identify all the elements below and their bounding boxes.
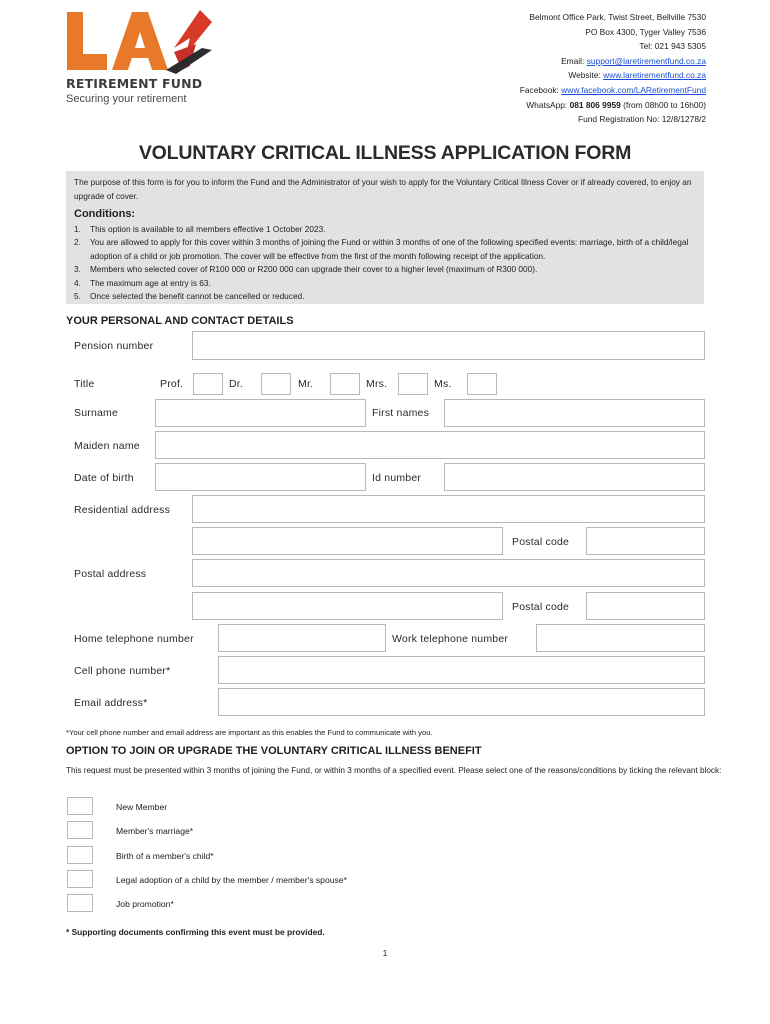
- website-link[interactable]: www.laretirementfund.co.za: [603, 70, 706, 81]
- conditions-heading: Conditions:: [74, 208, 136, 220]
- adoption-checkbox[interactable]: [67, 870, 93, 888]
- address-line-1: Belmont Office Park, Twist Street, Bellville 7530: [529, 12, 706, 22]
- intro-text: The purpose of this form is for you to inform the Fund and the Administrator of your wish to apply for the Voluntary Critical Illness Cover or if already covered, to enjoy an upgrade of cover.: [74, 177, 692, 201]
- title-dr-checkbox[interactable]: [261, 373, 291, 395]
- logo: [62, 8, 222, 108]
- title-ms-checkbox[interactable]: [467, 373, 497, 395]
- logo-tagline: Securing your retirement: [66, 93, 187, 105]
- work-telephone-label: Work telephone number: [392, 633, 509, 645]
- residential-address-field-2[interactable]: [192, 527, 503, 555]
- home-telephone-label: Home telephone number: [74, 633, 194, 645]
- pension-number-field[interactable]: [192, 331, 705, 360]
- whatsapp-hours: (from 08h00 to 16h00): [620, 99, 706, 110]
- website-label: Website:: [568, 70, 604, 81]
- birth-label: Birth of a member's child*: [116, 851, 214, 861]
- postal-address-field-1[interactable]: [192, 559, 705, 587]
- condition-text: The maximum age at entry is 63.: [90, 277, 211, 288]
- residential-address-field-1[interactable]: [192, 495, 705, 523]
- date-of-birth-label: Date of birth: [74, 472, 134, 484]
- condition-item: [74, 290, 704, 303]
- fund-registration: Fund Registration No: 12/8/1278/2: [577, 114, 706, 125]
- facebook-line: [520, 83, 706, 98]
- personal-details-heading: YOUR PERSONAL AND CONTACT DETAILS: [66, 315, 294, 327]
- supporting-documents-note: * Supporting documents confirming this event must be provided.: [66, 927, 325, 937]
- option-heading: OPTION TO JOIN OR UPGRADE THE VOLUNTARY CRITICAL ILLNESS BENEFIT: [66, 745, 482, 757]
- whatsapp-line: [520, 98, 706, 113]
- cell-phone-field[interactable]: [218, 656, 705, 684]
- condition-number: 4.: [74, 277, 81, 288]
- whatsapp-number: 081 806 9959: [569, 99, 621, 110]
- condition-number: 1.: [74, 224, 81, 234]
- email-label: Email:: [561, 55, 587, 66]
- job-promotion-label: Job promotion*: [116, 899, 174, 909]
- postal-address-label: Postal address: [74, 568, 147, 580]
- birth-checkbox[interactable]: [67, 846, 93, 864]
- job-promotion-checkbox[interactable]: [67, 894, 93, 912]
- id-number-label: Id number: [372, 472, 422, 484]
- first-names-field[interactable]: [444, 399, 705, 427]
- maiden-name-field[interactable]: [155, 431, 705, 459]
- condition-item: [74, 277, 704, 290]
- condition-text: Members who selected cover of R100 000 or R200 000 can upgrade their cover to a higher level (maximum of R300 000).: [90, 264, 538, 275]
- title-prof-checkbox[interactable]: [193, 373, 223, 395]
- id-number-field[interactable]: [444, 463, 705, 491]
- maiden-name-label: Maiden name: [74, 440, 140, 452]
- date-of-birth-field[interactable]: [155, 463, 366, 491]
- logo-name: RETIREMENT FUND: [66, 76, 203, 91]
- surname-field[interactable]: [155, 399, 366, 427]
- condition-number: 3.: [74, 264, 81, 275]
- postal-postal-code-field[interactable]: [586, 592, 705, 620]
- contact-note: *Your cell phone number and email address are important as this enables the Fund to communicate with you.: [66, 728, 433, 737]
- page-title: VOLUNTARY CRITICAL ILLNESS APPLICATION FORM: [138, 142, 632, 164]
- condition-text: You are allowed to apply for this cover within 3 months of joining the Fund or within 3 months of one of the following specified events: marriage, birth of a child/legal adoption of a child or job promotion. The cover will be effective from the first of the month following receipt of the application.: [90, 237, 689, 261]
- condition-item: [74, 223, 704, 236]
- postal-postal-code-label: Postal code: [512, 601, 570, 613]
- logo-mark-icon: [62, 8, 222, 83]
- title-mrs-checkbox[interactable]: [398, 373, 428, 395]
- conditions-list: [74, 223, 704, 303]
- title-mr-checkbox[interactable]: [330, 373, 360, 395]
- email-address-label: Email address*: [74, 697, 148, 709]
- marriage-label: Member's marriage*: [116, 826, 194, 836]
- marriage-checkbox[interactable]: [67, 821, 93, 839]
- title-mrs-label: Mrs.: [366, 378, 388, 390]
- surname-label: Surname: [74, 407, 119, 419]
- condition-item: [74, 236, 704, 263]
- facebook-label: Facebook:: [519, 84, 562, 95]
- residential-postal-code-field[interactable]: [586, 527, 705, 555]
- telephone: Tel: 021 943 5305: [639, 41, 706, 52]
- facebook-link[interactable]: www.facebook.com/LARetirementFund: [561, 84, 706, 95]
- postal-address-field-2[interactable]: [192, 592, 503, 620]
- email-address-field[interactable]: [218, 688, 705, 716]
- cell-phone-label: Cell phone number*: [74, 665, 171, 677]
- email-link[interactable]: support@laretirementfund.co.za: [586, 55, 706, 66]
- title-mr-label: Mr.: [298, 378, 314, 390]
- contact-block: [520, 10, 706, 127]
- option-instructions: This request must be presented within 3 months of joining the Fund, or within 3 months of a specified event. Please select one of the reasons/conditions by ticking the relevant block:: [66, 766, 722, 775]
- new-member-checkbox[interactable]: [67, 797, 93, 815]
- email-line: [520, 54, 706, 69]
- home-telephone-field[interactable]: [218, 624, 386, 652]
- title-label: Title: [74, 378, 95, 390]
- residential-address-label: Residential address: [74, 504, 171, 516]
- condition-number: 2.: [74, 237, 81, 248]
- title-dr-label: Dr.: [229, 378, 244, 390]
- new-member-label: New Member: [116, 802, 168, 812]
- whatsapp-label: WhatsApp:: [526, 99, 570, 110]
- pension-number-label: Pension number: [74, 340, 154, 352]
- residential-postal-code-label: Postal code: [512, 536, 570, 548]
- website-line: [520, 68, 706, 83]
- work-telephone-field[interactable]: [536, 624, 705, 652]
- condition-number: 5.: [74, 291, 81, 302]
- first-names-label: First names: [372, 407, 430, 419]
- condition-text: Once selected the benefit cannot be cancelled or reduced.: [90, 291, 305, 302]
- condition-text: This option is available to all members effective 1 October 2023.: [90, 224, 326, 234]
- title-prof-label: Prof.: [160, 378, 184, 390]
- page-number: 1: [382, 948, 388, 958]
- address-line-2: PO Box 4300, Tyger Valley 7536: [585, 26, 706, 37]
- adoption-label: Legal adoption of a child by the member / member's spouse*: [116, 875, 347, 885]
- title-ms-label: Ms.: [434, 378, 452, 390]
- condition-item: [74, 263, 704, 276]
